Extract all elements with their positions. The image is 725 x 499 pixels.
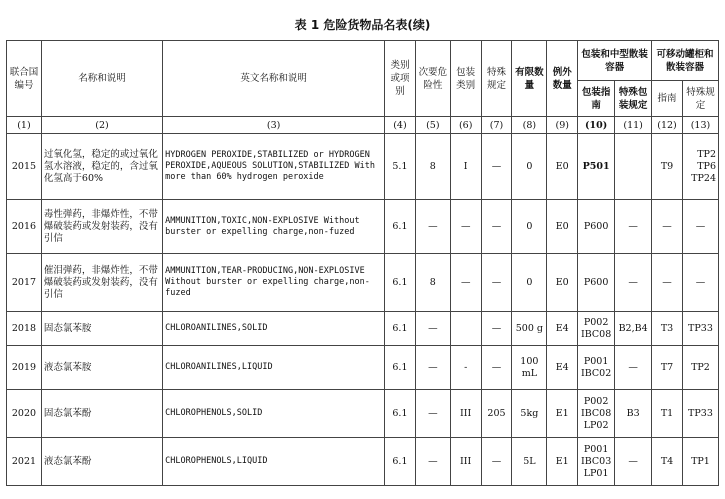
header-packing-instruction: 包装指南 [578, 81, 615, 117]
cell-subrisk: 8 [415, 134, 450, 200]
header-english-name: 英文名称和说明 [163, 41, 385, 117]
cell-tank-special: — [682, 254, 718, 312]
cell-tank-special: TP2 [682, 346, 718, 390]
cell-class: 6.1 [385, 390, 416, 438]
cell-packing-special: — [615, 438, 652, 486]
cell-cn-name: 固态氯苯酚 [41, 390, 162, 438]
cell-special: — [481, 312, 512, 346]
cell-tank-instr: — [652, 254, 683, 312]
cell-class: 6.1 [385, 346, 416, 390]
table-row [7, 438, 719, 486]
cell-en-name: CHLOROANILINES,SOLID [163, 312, 385, 346]
cell-excepted: E1 [547, 438, 578, 486]
cell-tank-special: TP33 [682, 312, 718, 346]
cell-un: 2020 [7, 390, 42, 438]
table-row [7, 200, 719, 254]
header-tank-special: 特殊规定 [682, 81, 718, 117]
cell-cn-name: 过氧化氢，稳定的或过氧化氢水溶液，稳定的，含过氧化氢高于60% [41, 134, 162, 200]
cell-un: 2021 [7, 438, 42, 486]
cell-excepted: E0 [547, 254, 578, 312]
cell-pg: — [450, 200, 481, 254]
cell-cn-name: 液态氯苯胺 [41, 346, 162, 390]
cell-en-name: CHLOROPHENOLS,LIQUID [163, 438, 385, 486]
cell-pg: — [450, 254, 481, 312]
cell-packing-special: — [615, 200, 652, 254]
cell-class: 6.1 [385, 438, 416, 486]
cell-excepted: E1 [547, 390, 578, 438]
col-number: (12) [652, 117, 683, 134]
cell-en-name: AMMUNITION,TEAR-PRODUCING,NON-EXPLOSIVE Without burster or expelling charge,non-fuzed [163, 254, 385, 312]
cell-un: 2018 [7, 312, 42, 346]
cell-subrisk: 8 [415, 254, 450, 312]
header-packing-group: 包装类别 [450, 41, 481, 117]
cell-packing-special: B3 [615, 390, 652, 438]
cell-tank-special: TP33 [682, 390, 718, 438]
cell-limited: 0 [512, 254, 547, 312]
cell-pg: I [450, 134, 481, 200]
cell-packing-special: B2,B4 [615, 312, 652, 346]
cell-subrisk: — [415, 200, 450, 254]
header-portable-tank: 可移动罐柜和散装容器 [652, 41, 719, 81]
col-number: (5) [415, 117, 450, 134]
header-class: 类别或项别 [385, 41, 416, 117]
cell-packing-instr: P600 [578, 254, 615, 312]
cell-tank-instr: T3 [652, 312, 683, 346]
cell-class: 6.1 [385, 254, 416, 312]
cell-tank-instr: T7 [652, 346, 683, 390]
cell-packing-instr: P002 IBC08 LP02 [578, 390, 615, 438]
cell-limited: 100 mL [512, 346, 547, 390]
cell-class: 6.1 [385, 312, 416, 346]
cell-special: — [481, 254, 512, 312]
cell-packing-instr: P002 IBC08 [578, 312, 615, 346]
col-number: (10) [578, 117, 615, 134]
cell-packing-instr: P501 [578, 134, 615, 200]
cell-cn-name: 催泪弹药，非爆炸性，不带爆破装药或发射装药，没有引信 [41, 254, 162, 312]
col-number: (7) [481, 117, 512, 134]
cell-tank-instr: — [652, 200, 683, 254]
cell-un: 2015 [7, 134, 42, 200]
cell-subrisk: — [415, 390, 450, 438]
cell-en-name: HYDROGEN PEROXIDE,STABILIZED or HYDROGEN PEROXIDE,AQUEOUS SOLUTION,STABILIZED With more than 60% hydrogen peroxide [163, 134, 385, 200]
col-number: (1) [7, 117, 42, 134]
cell-packing-instr: P600 [578, 200, 615, 254]
table-title: 表 1 危险货物品名表(续) [294, 18, 431, 32]
header-packaging-ibc: 包装和中型散装容器 [578, 41, 652, 81]
cell-class: 5.1 [385, 134, 416, 200]
header-special-provisions: 特殊规定 [481, 41, 512, 117]
cell-en-name: AMMUNITION,TOXIC,NON-EXPLOSIVE Without burster or expelling charge,non-fuzed [163, 200, 385, 254]
cell-limited: 0 [512, 134, 547, 200]
cell-excepted: E0 [547, 134, 578, 200]
header-special-packing: 特殊包装规定 [615, 81, 652, 117]
cell-tank-special: — [682, 200, 718, 254]
cell-packing-instr: P001 IBC02 [578, 346, 615, 390]
cell-special: — [481, 346, 512, 390]
cell-class: 6.1 [385, 200, 416, 254]
cell-special: — [481, 438, 512, 486]
cell-special: — [481, 134, 512, 200]
col-number: (9) [547, 117, 578, 134]
cell-excepted: E0 [547, 200, 578, 254]
cell-cn-name: 液态氯苯酚 [41, 438, 162, 486]
table-row [7, 312, 719, 346]
cell-pg [450, 312, 481, 346]
table-row [7, 390, 719, 438]
cell-cn-name: 毒性弹药，非爆炸性，不带爆破装药或发射装药，没有引信 [41, 200, 162, 254]
header-tank-instruction: 指南 [652, 81, 683, 117]
col-number: (2) [41, 117, 162, 134]
cell-cn-name: 固态氯苯胺 [41, 312, 162, 346]
dangerous-goods-table [6, 40, 719, 486]
cell-subrisk: — [415, 346, 450, 390]
cell-pg: III [450, 438, 481, 486]
cell-limited: 5L [512, 438, 547, 486]
col-number: (13) [682, 117, 718, 134]
cell-tank-instr: T9 [652, 134, 683, 200]
cell-un: 2016 [7, 200, 42, 254]
cell-tank-special: TP2 TP6 TP24 [682, 134, 718, 200]
cell-excepted: E4 [547, 346, 578, 390]
cell-special: — [481, 200, 512, 254]
cell-un: 2019 [7, 346, 42, 390]
cell-special: 205 [481, 390, 512, 438]
cell-packing-special [615, 134, 652, 200]
col-number: (11) [615, 117, 652, 134]
col-number: (4) [385, 117, 416, 134]
col-number: (3) [163, 117, 385, 134]
cell-en-name: CHLOROANILINES,LIQUID [163, 346, 385, 390]
cell-packing-special: — [615, 346, 652, 390]
cell-pg: III [450, 390, 481, 438]
cell-pg: - [450, 346, 481, 390]
cell-tank-special: TP1 [682, 438, 718, 486]
cell-tank-instr: T1 [652, 390, 683, 438]
col-number: (8) [512, 117, 547, 134]
header-un-number: 联合国编号 [7, 41, 42, 117]
cell-subrisk: — [415, 438, 450, 486]
cell-excepted: E4 [547, 312, 578, 346]
cell-subrisk: — [415, 312, 450, 346]
header-excepted-quantity: 例外数量 [547, 41, 578, 117]
cell-limited: 0 [512, 200, 547, 254]
cell-packing-instr: P001 IBC03 LP01 [578, 438, 615, 486]
table-row [7, 134, 719, 200]
header-limited-quantity: 有限数量 [512, 41, 547, 117]
cell-tank-instr: T4 [652, 438, 683, 486]
header-subsidiary-risk: 次要危险性 [415, 41, 450, 117]
col-number: (6) [450, 117, 481, 134]
table-row [7, 254, 719, 312]
cell-limited: 500 g [512, 312, 547, 346]
cell-limited: 5kg [512, 390, 547, 438]
cell-un: 2017 [7, 254, 42, 312]
cell-packing-special: — [615, 254, 652, 312]
table-row [7, 346, 719, 390]
cell-en-name: CHLOROPHENOLS,SOLID [163, 390, 385, 438]
header-name: 名称和说明 [41, 41, 162, 117]
